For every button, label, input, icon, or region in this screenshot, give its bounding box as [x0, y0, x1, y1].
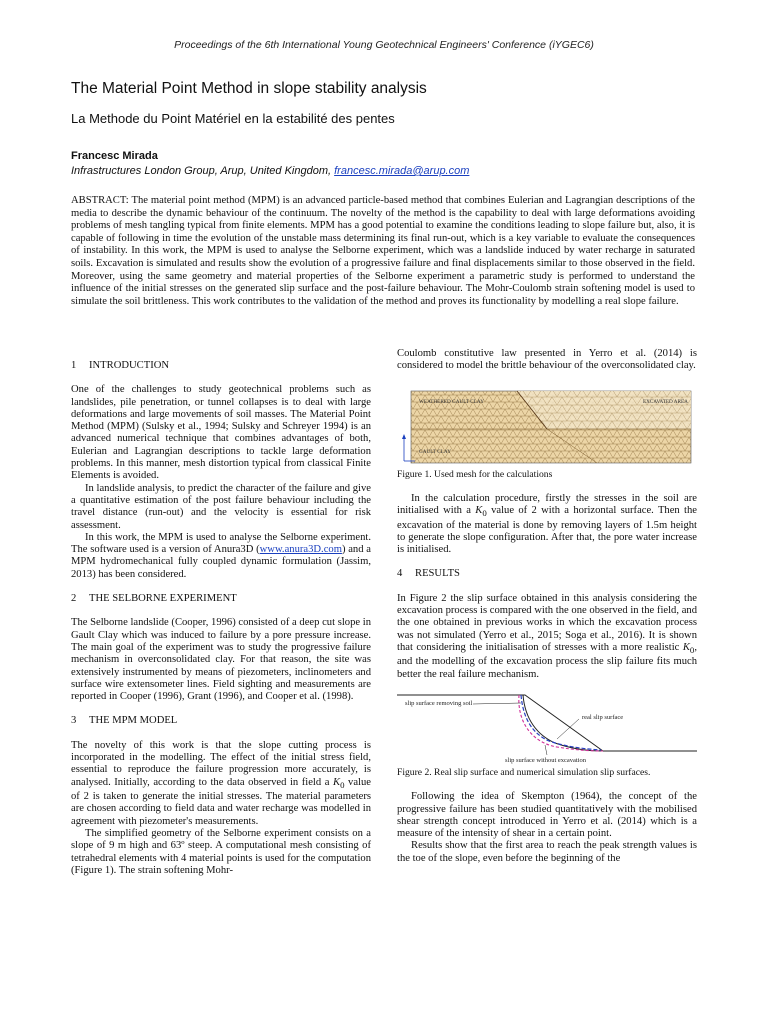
intro-paragraph-1: One of the challenges to study geotechnical problems such as landslides, pile penetration, or tunnel collapses is to deal with large deformations and large movements of soil masses. The Material Point Method (MPM) (Sulsky et al., 1994; Sulsky and Schreyer 1994) is an advanced numerical technique that combines advantages of both, Eulerian and Lagrangian descriptions to tackle large deformation problems. In this manner, mesh distortion typical from classical Finite Elements is avoided. — [71, 384, 371, 482]
section-number: 4 — [397, 568, 403, 580]
paper-title: The Material Point Method in slope stability analysis — [71, 80, 427, 97]
abstract: ABSTRACT: The material point method (MPM) is an advanced particle-based method that combines Eulerian and Lagrangian descriptions of the media to describe the dynamic behaviour of the continuum. The novelty of the method is the capability to deal with large deformations avoiding problems of mesh tangling typical from finite elements. MPM has a good potential to examine the conditions leading to slope failure but, also, it is capable of following in time the evolution of the unstable mass determining its final run-out, which is a key variable to evaluate the consequences of instability. In this work, the MPM is used to analyse the Selborne experiment, which was a landslide induced by water recharge in saturated soils. Excavation is simulated and results show the evolution of a progressive failure and final displacements similar to those observed in the field. Moreover, using the same geometry and material properties of the Selborne experiment a parametric study is performed to understand the influence of the initial stresses on the generated slip surface and the post-failure behaviour. The Mohr-Coulomb strain softening model is used to simulate the soil brittleness. This work contributes to the validation of the method and proves its functionality by modelling a real slope failure. — [71, 195, 695, 307]
mpm-p1-text-a: The novelty of this work is that the slope cutting process is incorporated in the modelling. The effect of the initial stress field, essential to reproduce the failure progression more accurately, is analysed. Initially, according to the data observed in field a — [71, 739, 371, 788]
affiliation-text: Infrastructures London Group, Arup, United Kingdom, — [71, 165, 335, 177]
section-number: 3 — [71, 715, 77, 727]
author-name: Francesc Mirada — [71, 150, 158, 162]
proceedings-header: Proceedings of the 6th International Young Geotechnical Engineers' Conference (iYGEC6) — [174, 39, 594, 51]
section-title: THE MPM MODEL — [89, 715, 178, 727]
author-affiliation — [71, 165, 469, 177]
section-title: INTRODUCTION — [89, 360, 170, 371]
k0-subscript: 0 — [340, 779, 345, 790]
section-heading-selborne — [71, 593, 371, 605]
section-number: 2 — [71, 593, 77, 605]
results-paragraph-3: Results show that the first area to reach the peak strength values is the toe of the slope, even before the beginning of the — [397, 840, 697, 864]
figure-1-caption: Figure 1. Used mesh for the calculations — [397, 468, 553, 480]
calc-text-b: value of 2 with a horizontal surface. Then the excavation of the material is done by removing layers of 1.5m height to generate the slope configuration. After that, the pore water increase is initialised. — [397, 505, 697, 556]
intro-p3-text-a: In this work, the MPM is used to analyse the Selborne experiment. The software used is a version of Anura3D ( — [71, 531, 371, 556]
section-heading-results — [397, 568, 697, 580]
anura3d-link[interactable]: www.anura3D.com — [259, 544, 342, 556]
label-excavated-area: EXCAVATED AREA — [643, 398, 688, 405]
selborne-paragraph-1: The Selborne landslide (Cooper, 1996) consisted of a deep cut slope in Gault Clay which was induced to failure by a pore pressure increase. The main goal of the experiment was to study the progressive failure mechanism in overconsolidated clay. For that reason, the site was extensively instrumented by means of piezometers, inclinometers and surface wire extensometer lines. Field sighting and measurements are reported in Cooper (1996), Grant (1996), and Cooper et al. (1998). — [71, 617, 371, 703]
k0-symbol: K — [682, 641, 690, 653]
results-paragraph-2: Following the idea of Skempton (1964), the concept of the progressive failure has been studied quantitatively with the mobilised shear strength concept introduced in Yerro et al. (2014) which is a measure of the intensity of shear in a certain point. — [397, 791, 697, 840]
section-number: 1 — [71, 360, 77, 371]
k0-subscript: 0 — [482, 508, 487, 519]
label-gault-clay: GAULT CLAY — [419, 448, 451, 455]
section-heading-mpm-model — [71, 715, 371, 727]
label-slip-removing-soil: slip surface removing soil — [405, 699, 473, 707]
calc-text-a: In the calculation procedure, firstly the stresses in the soil are initialised with a — [397, 492, 697, 517]
calc-paragraph — [397, 493, 697, 557]
excavated-area — [517, 391, 691, 429]
results-p1-text-b: , and the modelling of the excavation process the slip failure fits much better the real failure mechanism. — [397, 641, 697, 680]
section-heading-introduction — [71, 360, 371, 372]
author-email-link[interactable]: francesc.mirada@arup.com — [334, 165, 470, 177]
k0-symbol: K — [475, 505, 483, 517]
section-title: THE SELBORNE EXPERIMENT — [89, 593, 237, 605]
section-title: RESULTS — [415, 568, 460, 580]
results-paragraph-1 — [397, 593, 697, 681]
intro-paragraph-2: In landslide analysis, to predict the character of the failure and give a quantitative estimation of the post failure behaviour including the travel distance (run-out) and the velocity is essential for risk assessment. — [71, 482, 371, 531]
mpm-paragraph-1 — [71, 740, 371, 828]
mpm-p1-text-b: value of 2 is taken to generate the initial stresses. The material parameters are chosen according to field data and water recharge was modelled in agreement with piezometer's measurements. — [71, 776, 372, 827]
k0-subscript: 0 — [689, 645, 695, 656]
label-weathered-gault-clay: WEATHERED GAULT CLAY — [419, 398, 484, 405]
intro-paragraph-3 — [71, 532, 371, 581]
paper-subtitle: La Methode du Point Matériel en la estabilité des pentes — [71, 111, 395, 126]
figure-1-mesh — [397, 381, 697, 467]
intro-p3-text-b: ) and a MPM hydromechanical fully coupled dynamic formulation (Jassim, 2013) has been considered. — [71, 544, 371, 580]
left-column — [71, 360, 371, 877]
results-p1-text-a: In Figure 2 the slip surface obtained in this analysis considering the excavation process is compared with the one observed in the field, and the one obtained in previous works in which the excavation process was not simulated (Yerro et al., 2015; Soga et al., 2016). It is shown that considering the initialisation of stresses with a more realistic — [397, 592, 697, 653]
k0-symbol: K — [333, 776, 341, 788]
mpm-paragraph-continued: Coulomb constitutive law presented in Yerro et al. (2014) is considered to model the brittle behaviour of the overconsolidated clay. — [397, 348, 697, 372]
right-column — [397, 348, 697, 865]
label-slip-without-excavation: slip surface without excavation — [505, 756, 587, 764]
figure-2-slip-surfaces — [397, 689, 697, 765]
mpm-paragraph-2: The simplified geometry of the Selborne experiment consists on a slope of 9 m high and 63º steep. A computational mesh consisting of tetrahedral elements with 4 material points is used for the computation (Figure 1). The strain softening Mohr- — [71, 827, 371, 876]
figure-2-caption: Figure 2. Real slip surface and numerical simulation slip surfaces. — [397, 766, 651, 778]
label-real-slip-surface: real slip surface — [582, 713, 624, 721]
